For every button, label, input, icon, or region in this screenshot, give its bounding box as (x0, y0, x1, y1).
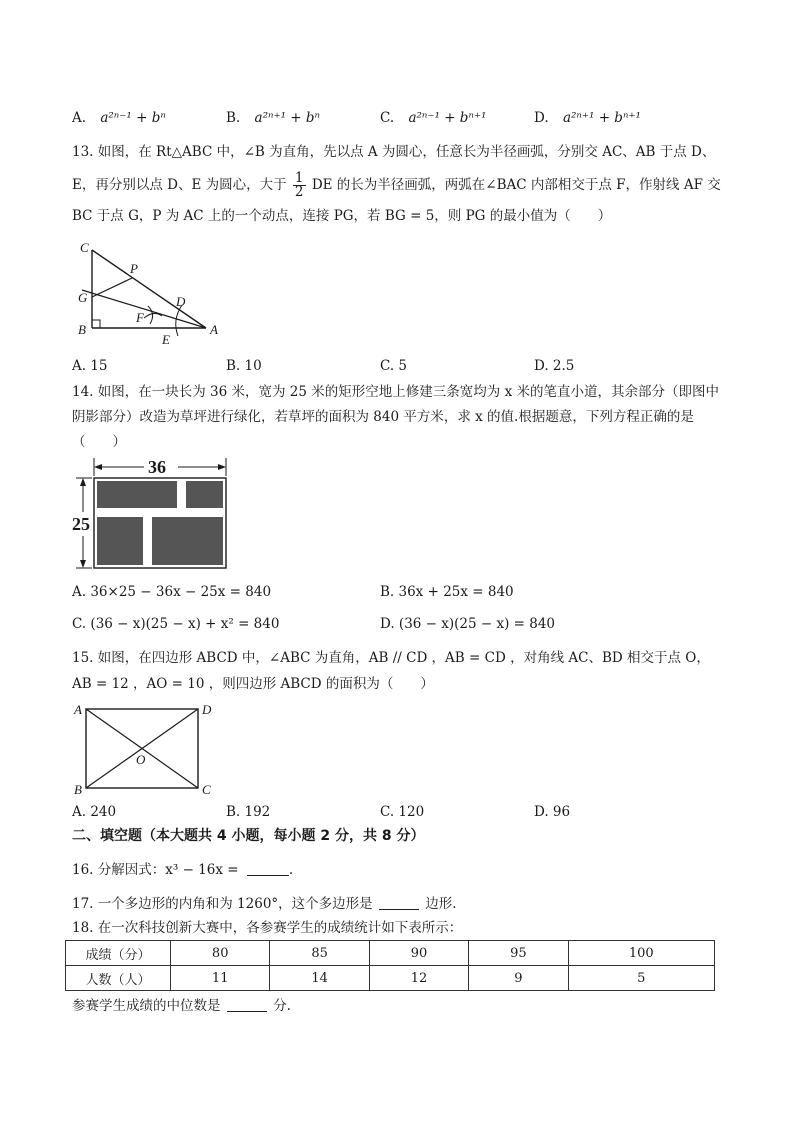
label-o: O (136, 752, 146, 767)
q12-option-d[interactable] (534, 108, 641, 128)
q12-option-b[interactable] (226, 108, 320, 128)
fraction-numerator: 1 (294, 170, 304, 186)
label-b: B (74, 782, 82, 797)
q18-text: 参赛学生成绩的中位数是 (72, 998, 221, 1014)
q14-option-b[interactable]: B. 36x + 25x = 840 (380, 584, 514, 600)
q17-text: 17. 一个多边形的内角和为 1260°，这个多边形是 (72, 896, 373, 912)
label-b: B (78, 322, 86, 337)
option-letter: D. (534, 110, 549, 126)
label-a: A (210, 322, 218, 337)
q13-stem-text: DE 的长为半径画弧，两弧在∠BAC 内部相交于点 F，作射线 AF 交 (311, 177, 721, 193)
section-heading-fill-in: 二、填空题（本大题共 4 小题，每小题 2 分，共 8 分） (72, 828, 425, 844)
table-cell: 95 (469, 941, 568, 966)
option-expression: a²ⁿ⁺¹ + bⁿ (254, 110, 320, 126)
q15-rectangle-figure (70, 700, 220, 800)
q15-option-a[interactable]: A. 240 (72, 804, 117, 820)
table-cell: 9 (469, 966, 568, 991)
lawn-plot (97, 517, 143, 565)
option-expression: a²ⁿ⁻¹ + bⁿ⁺¹ (408, 110, 487, 126)
q16-answer-blank[interactable] (247, 861, 289, 876)
width-label-25: 25 (72, 514, 90, 534)
table-cell: 80 (171, 941, 270, 966)
q16-end: . (288, 862, 294, 878)
option-letter: A. (72, 110, 87, 126)
q14-option-c[interactable]: C. (36 − x)(25 − x) + x² = 840 (72, 616, 280, 632)
table-cell: 100 (568, 941, 714, 966)
q18-question (72, 996, 291, 1016)
lawn-plot (186, 481, 223, 508)
q15-option-b[interactable]: B. 192 (226, 804, 271, 820)
q15-option-d[interactable]: D. 96 (534, 804, 571, 820)
label-d: D (176, 294, 186, 309)
q14-rectangle-figure (70, 456, 240, 572)
option-expression: a²ⁿ⁺¹ + bⁿ⁺¹ (562, 110, 641, 126)
q14-stem-line-1: 14. 如图，在一块长为 36 米，宽为 25 米的矩形空地上修建三条宽均为 x 米的笔直小道，其余部分（即图中 (72, 384, 719, 400)
label-g: G (78, 290, 88, 305)
table-cell: 14 (270, 966, 369, 991)
q14-option-d[interactable]: D. (36 − x)(25 − x) = 840 (380, 616, 556, 632)
q15-stem-line-1: 15. 如图，在四边形 ABCD 中，∠ABC 为直角，AB // CD ，AB = CD ，对角线 AC、BD 相交于点 O， (72, 650, 710, 666)
q18-score-table (65, 940, 715, 991)
option-letter: C. (380, 110, 395, 126)
q13-stem-line-3: BC 于点 G，P 为 AC 上的一个动点，连接 PG，若 BG = 5，则 PG 的最小值为（ ） (72, 208, 612, 224)
q17-text-end: 边形. (425, 896, 457, 912)
table-cell: 12 (369, 966, 468, 991)
q18-intro: 18. 在一次科技创新大赛中，各参赛学生的成绩统计如下表所示： (72, 920, 463, 936)
length-label-36: 36 (148, 457, 166, 477)
q13-option-c[interactable]: C. 5 (380, 358, 408, 374)
q17-answer-blank[interactable] (379, 895, 419, 910)
label-p: P (130, 261, 138, 276)
q13-stem-text: E，再分别以点 D、E 为圆心，大于 (72, 177, 287, 193)
q14-stem-line-3: （ ） (72, 434, 126, 450)
option-expression: a²ⁿ⁻¹ + bⁿ (100, 110, 166, 126)
label-a: A (74, 702, 82, 717)
q14-stem-line-2: 阴影部分）改造为草坪进行绿化，若草坪的面积为 840 平方米，求 x 的值.根据题意，下列方程正确的是 (72, 409, 694, 425)
lawn-plot (97, 481, 177, 508)
q15-stem-line-2: AB = 12 ，AO = 10 ，则四边形 ABCD 的面积为（ ） (72, 676, 434, 692)
table-cell: 5 (568, 966, 714, 991)
q16-stem (72, 860, 293, 880)
table-row (66, 966, 715, 991)
label-e: E (162, 332, 170, 347)
q12-option-c[interactable] (380, 108, 486, 128)
table-cell: 11 (171, 966, 270, 991)
q14-option-a[interactable]: A. 36×25 − 36x − 25x = 840 (72, 584, 272, 600)
fraction-denominator: 2 (294, 184, 304, 200)
q13-option-a[interactable]: A. 15 (72, 358, 108, 374)
q16-text: 16. 分解因式：x³ − 16x = (72, 862, 239, 878)
q13-option-b[interactable]: B. 10 (226, 358, 262, 374)
label-c: C (202, 782, 211, 797)
label-c: C (80, 240, 89, 255)
q17-stem (72, 894, 457, 914)
label-d: D (202, 702, 212, 717)
q15-option-c[interactable]: C. 120 (380, 804, 425, 820)
option-letter: B. (226, 110, 241, 126)
table-row (66, 941, 715, 966)
table-cell: 85 (270, 941, 369, 966)
q18-text-end: 分. (273, 998, 291, 1014)
q18-answer-blank[interactable] (227, 997, 267, 1012)
q13-option-d[interactable]: D. 2.5 (534, 358, 575, 374)
table-header-cell: 人数（人） (66, 966, 171, 991)
q13-triangle-figure (70, 240, 230, 348)
fraction-one-half (293, 172, 306, 199)
q12-option-a[interactable] (72, 108, 166, 128)
q13-stem-line-1: 13. 如图，在 Rt△ABC 中，∠B 为直角，先以点 A 为圆心，任意长为半径画弧，分别交 AC、AB 于点 D、 (72, 144, 716, 160)
q13-stem-line-2 (72, 172, 721, 199)
label-f: F (136, 310, 144, 325)
lawn-plot (152, 517, 223, 565)
table-header-cell: 成绩（分） (66, 941, 171, 966)
table-cell: 90 (369, 941, 468, 966)
